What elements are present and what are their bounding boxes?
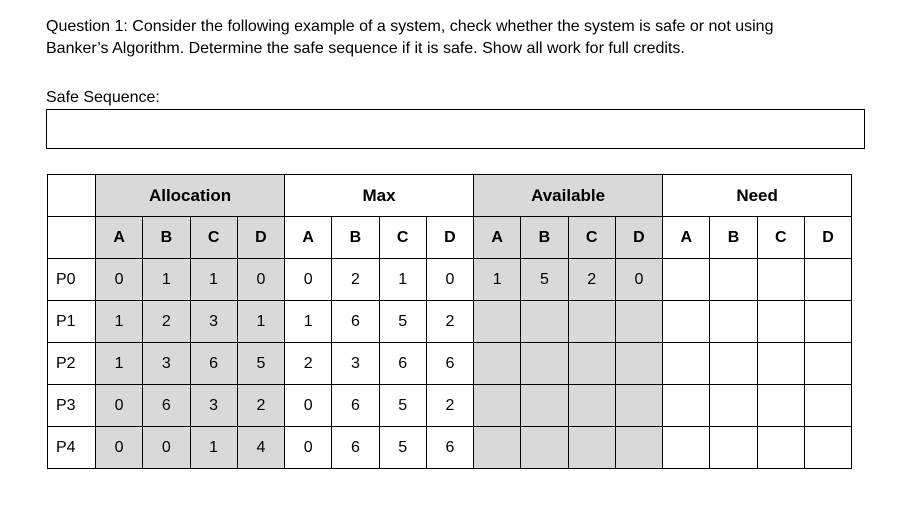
allocation-a-cell: 0 [96,427,143,469]
max-d-cell: 2 [426,385,473,427]
need-b-cell [710,301,757,343]
max-col-b: B [332,217,379,259]
allocation-col-c: C [190,217,237,259]
available-b-cell: 5 [521,259,568,301]
need-a-cell [663,385,710,427]
available-a-cell [474,427,521,469]
allocation-a-cell: 0 [96,259,143,301]
table-row [48,259,852,301]
available-b-cell [521,385,568,427]
safe-sequence-input[interactable] [46,109,865,149]
available-c-cell: 2 [568,259,615,301]
available-d-cell: 0 [615,259,662,301]
process-id-cell: P3 [48,385,96,427]
allocation-col-d: D [237,217,284,259]
allocation-a-cell: 1 [96,301,143,343]
allocation-col-a: A [96,217,143,259]
max-b-cell: 3 [332,343,379,385]
max-a-cell: 0 [285,259,332,301]
question-line-1: Question 1: Consider the following example of a system, check whether the system is safe or not using [46,18,774,35]
allocation-d-cell: 0 [237,259,284,301]
max-d-cell: 2 [426,301,473,343]
max-col-d: D [426,217,473,259]
table-row [48,385,852,427]
allocation-c-cell: 6 [190,343,237,385]
group-max-header: Max [285,175,474,217]
available-col-d: D [615,217,662,259]
available-col-c: C [568,217,615,259]
group-allocation-header: Allocation [96,175,285,217]
available-a-cell [474,343,521,385]
max-c-cell: 5 [379,385,426,427]
max-d-cell: 0 [426,259,473,301]
allocation-a-cell: 1 [96,343,143,385]
available-b-cell [521,427,568,469]
need-d-cell [804,259,851,301]
bankers-table [47,174,852,469]
available-a-cell [474,385,521,427]
max-a-cell: 0 [285,427,332,469]
table-row [48,427,852,469]
allocation-b-cell: 0 [143,427,190,469]
max-c-cell: 1 [379,259,426,301]
allocation-a-cell: 0 [96,385,143,427]
available-d-cell [615,427,662,469]
need-a-cell [663,427,710,469]
allocation-b-cell: 2 [143,301,190,343]
need-c-cell [757,385,804,427]
max-col-a: A [285,217,332,259]
max-a-cell: 1 [285,301,332,343]
available-c-cell [568,427,615,469]
allocation-d-cell: 1 [237,301,284,343]
allocation-d-cell: 2 [237,385,284,427]
need-b-cell [710,427,757,469]
allocation-b-cell: 3 [143,343,190,385]
max-b-cell: 6 [332,385,379,427]
column-header-row [48,217,852,259]
need-a-cell [663,343,710,385]
need-d-cell [804,385,851,427]
available-c-cell [568,385,615,427]
need-col-c: C [757,217,804,259]
available-col-b: B [521,217,568,259]
need-a-cell [663,301,710,343]
corner-cell [48,175,96,217]
max-b-cell: 2 [332,259,379,301]
table-row [48,301,852,343]
need-c-cell [757,343,804,385]
corner-cell [48,217,96,259]
process-id-cell: P1 [48,301,96,343]
max-c-cell: 6 [379,343,426,385]
need-b-cell [710,259,757,301]
need-b-cell [710,385,757,427]
max-b-cell: 6 [332,427,379,469]
need-c-cell [757,301,804,343]
available-a-cell: 1 [474,259,521,301]
need-col-b: B [710,217,757,259]
need-c-cell [757,427,804,469]
allocation-c-cell: 1 [190,427,237,469]
max-d-cell: 6 [426,343,473,385]
available-c-cell [568,301,615,343]
available-b-cell [521,301,568,343]
allocation-c-cell: 1 [190,259,237,301]
allocation-col-b: B [143,217,190,259]
allocation-d-cell: 5 [237,343,284,385]
need-a-cell [663,259,710,301]
table-row [48,343,852,385]
max-a-cell: 2 [285,343,332,385]
max-c-cell: 5 [379,301,426,343]
max-c-cell: 5 [379,427,426,469]
available-col-a: A [474,217,521,259]
allocation-b-cell: 1 [143,259,190,301]
allocation-d-cell: 4 [237,427,284,469]
safe-sequence-label: Safe Sequence: [46,89,160,106]
max-b-cell: 6 [332,301,379,343]
process-id-cell: P4 [48,427,96,469]
available-d-cell [615,343,662,385]
group-available-header: Available [474,175,663,217]
process-id-cell: P2 [48,343,96,385]
available-d-cell [615,301,662,343]
need-d-cell [804,301,851,343]
need-col-d: D [804,217,851,259]
need-d-cell [804,343,851,385]
question-line-2: Banker’s Algorithm. Determine the safe sequence if it is safe. Show all work for full credits. [46,40,685,57]
available-c-cell [568,343,615,385]
available-a-cell [474,301,521,343]
max-d-cell: 6 [426,427,473,469]
group-need-header: Need [663,175,852,217]
available-b-cell [521,343,568,385]
need-d-cell [804,427,851,469]
need-col-a: A [663,217,710,259]
group-header-row [48,175,852,217]
need-b-cell [710,343,757,385]
question-text [46,16,886,60]
process-id-cell: P0 [48,259,96,301]
need-c-cell [757,259,804,301]
max-col-c: C [379,217,426,259]
allocation-c-cell: 3 [190,385,237,427]
allocation-b-cell: 6 [143,385,190,427]
allocation-c-cell: 3 [190,301,237,343]
available-d-cell [615,385,662,427]
max-a-cell: 0 [285,385,332,427]
